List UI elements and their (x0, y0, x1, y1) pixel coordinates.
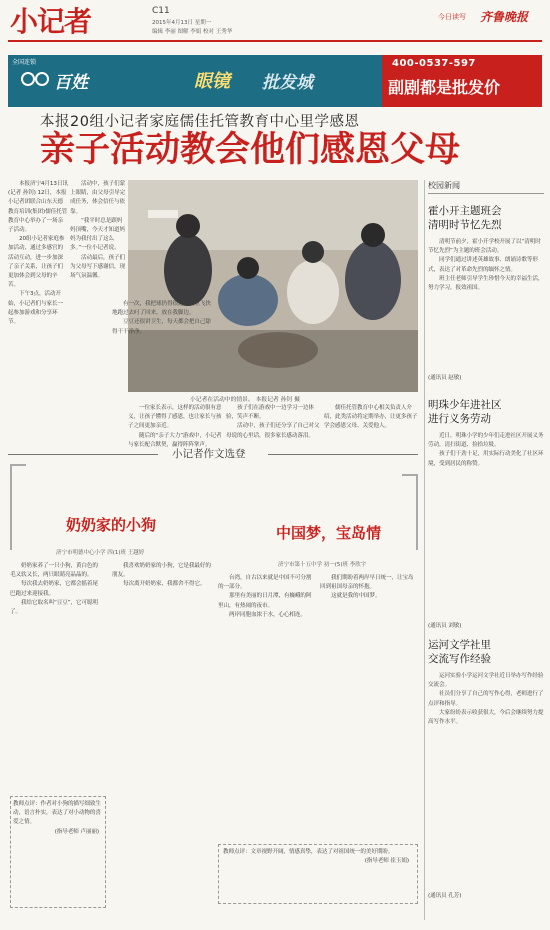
essay-1-bracket (10, 464, 26, 550)
essay-paragraph: 这就是我的中国梦。 (331, 593, 381, 600)
banner-top-label: 全国连锁 (12, 59, 37, 66)
essay-2-col-2 (320, 574, 418, 834)
sidebar-paragraph: 运河实验小学运河文学社近日举办写作经验交流会。 (428, 673, 544, 689)
headline-title: 亲子活动教会他们感恩父母 (40, 130, 461, 170)
essay-section-rule-left (8, 454, 158, 455)
sidebar-tag-rule (428, 193, 544, 194)
essay-2-title: 中国梦，宝岛情 (276, 524, 382, 542)
masthead (0, 0, 550, 44)
banner-middle-text: 眼镜 (194, 71, 230, 92)
sidebar-item-title: 交流写作经验 (428, 653, 491, 665)
sidebar-item-title: 明珠少年进社区 (428, 399, 502, 411)
essay-2-meta: 济宁市第十五中学 初一(5)班 李欣宇 (278, 562, 367, 568)
essay-paragraph: 我们期盼着两岸早日统一，让宝岛回到祖国母亲的怀抱。 (320, 575, 414, 591)
banner-glasses-icon (20, 71, 50, 87)
sidebar (428, 180, 544, 920)
essay-1-col-3 (112, 562, 212, 824)
sidebar-item-title: 运河文学社里 (428, 639, 491, 651)
essay-paragraph: 我喜欢奶奶家的小狗，它是我最好的朋友。 (112, 563, 211, 579)
masthead-slogan: 今日读写 (438, 13, 466, 21)
essay-paragraph: 那里有美丽的日月潭，有巍峨的阿里山，有热闹的夜市。 (218, 593, 312, 609)
essay-paragraph: 有一次，我把球扔得很远，豆豆飞快地跑过去叼了回来，放在我脚边。 (112, 301, 211, 317)
article-paragraph: 本报济宁4月13日讯(记者 孙钊) 12日，本报小记者团联合山东天德教育培训(集团)儒佳托管教育中心举办了一场亲子活动。 (8, 181, 68, 234)
essay-1-comment-box (10, 796, 106, 908)
sidebar-item-body (428, 238, 544, 374)
essay-paragraph: 台湾，自古以来就是中国不可分割的一部分。 (218, 575, 312, 591)
newspaper-brand: 齐鲁晚报 (480, 10, 529, 24)
article-paragraph: 一位家长表示，这样的活动很有意义，让孩子懂得了感恩，也让家长与孩子之间更加亲近。 (128, 405, 222, 430)
banner-left-text: 百姓 (54, 73, 88, 93)
main-article-col-5 (324, 404, 418, 444)
article-paragraph: “我平时总是跟妈妈顶嘴，今天才知道妈妈为我付出了这么多。”一位小记者说。 (70, 217, 125, 252)
essay-paragraph: 每次离开奶奶家，我都舍不得它。 (123, 581, 206, 588)
essay-section-header: 小记者作文选登 (172, 448, 246, 460)
sidebar-item-body (428, 672, 544, 892)
sidebar-item-title: 进行义务劳动 (428, 413, 491, 425)
essay-paragraph: 我给它取名叫“豆豆”，它可聪明了。 (10, 599, 99, 616)
essay-1-meta: 济宁市明德中心小学 四(1)班 王越婷 (56, 550, 145, 556)
article-paragraph: 下午3点，活动开始，小记者们与家长一起参加游戏和分享环节。 (8, 291, 63, 326)
essay-paragraph: 两岸同胞血浓于水，心心相连。 (229, 611, 306, 618)
sidebar-item-signature: (通讯员 赵敏) (428, 375, 462, 381)
section-title: 小记者 (10, 5, 92, 38)
banner-phone: 400-0537-597 (392, 58, 476, 69)
sidebar-item-title: 清明时节忆先烈 (428, 219, 502, 231)
sidebar-item-signature: (通讯员 孔芳) (428, 893, 462, 899)
sidebar-paragraph: 班主任老师引导学生珍惜今天的幸福生活，努力学习，报效祖国。 (428, 275, 544, 292)
essay-2-bracket (402, 474, 418, 550)
article-paragraph: 随后的“亲子大力”游戏中，小记者与家长配合默契，赢得阵阵掌声。 (128, 432, 222, 448)
date-line: 2015年4月13日 星期一 (152, 20, 212, 26)
sidebar-paragraph: 近日，明珠小学的少年们走进社区开展义务劳动，清扫街道、捡拾垃圾。 (428, 433, 544, 449)
essay-2 (218, 464, 418, 912)
essay-1-comment: 教师点评：作者对小狗的描写细致生动，语言朴实，表达了对小动物的喜爱之情。 (13, 801, 101, 826)
sidebar-paragraph: 清明节前夕，霍小开学校开展了以“清明时节忆先烈”为主题的班会活动。 (428, 239, 541, 255)
staff-line: 编辑 李丽 图解 李娟 校对 王秀华 (152, 29, 233, 35)
essay-section-rule-right (268, 454, 418, 455)
main-article-col-4 (226, 404, 320, 444)
essay-paragraph: 奶奶家养了一只小狗，黄白色的毛又软又长，两只眼睛亮晶晶的。 (10, 563, 98, 579)
sidebar-paragraph: 孩子们干劲十足，用实际行动美化了社区环境，受到居民的称赞。 (428, 451, 544, 467)
photo-caption: 小记者在活动中的情景。 本报记者 孙钊 摄 (190, 397, 300, 403)
banner-ad (8, 55, 542, 107)
sidebar-paragraph: 社员们分享了自己的写作心得，老师进行了点评和指导。 (428, 691, 544, 707)
article-paragraph: 活动最后，孩子们为父母写下感谢信，现场气氛温馨。 (70, 254, 125, 280)
essay-1-col-2 (112, 300, 212, 444)
article-paragraph: 儒佳托管教育中心相关负责人介绍，此类活动将定期举办，让更多孩子学会感恩父母、关爱他人。 (324, 405, 418, 430)
sidebar-item-1 (428, 204, 544, 383)
essay-2-comment-box (218, 844, 418, 904)
banner-slogan: 副剧都是批发价 (388, 78, 501, 97)
essay-2-col-1 (218, 574, 314, 844)
page-number: C11 (152, 6, 170, 16)
article-paragraph: 活动中，孩子们蒙上眼睛，由父母引导完成任务，体会信任与依靠。 (70, 181, 125, 215)
essay-1-signature: (指导老师 卢丽丽) (54, 828, 99, 835)
essay-paragraph: 豆豆还很讲卫生，每天都会把自己舔得干干净净。 (112, 319, 211, 335)
article-paragraph: 20组小记者家庭参加活动，通过多感官的活动互动，进一步加深了亲子关系，让孩子们更加体会到父母的辛苦。 (8, 236, 65, 289)
essay-paragraph: 每次我去奶奶家，它都会摇着尾巴跑过来迎接我。 (10, 581, 98, 597)
sidebar-divider (424, 180, 425, 920)
sidebar-paragraph: 同学们通过讲述英雄故事、朗诵诗歌等形式，表达了对革命先烈的缅怀之情。 (428, 257, 538, 273)
essay-1-title: 奶奶家的小狗 (66, 516, 157, 534)
essay-2-signature: (指导老师 崔玉娟) (364, 858, 409, 865)
banner-right-text: 批发城 (262, 73, 313, 93)
headline-kicker: 本报20组小记者家庭儒佳托管教育中心里学感恩 (40, 114, 360, 130)
sidebar-item-body (428, 432, 544, 622)
sidebar-tag: 校园新闻 (428, 181, 460, 190)
masthead-rule (8, 40, 542, 42)
sidebar-item-3 (428, 638, 544, 901)
essay-2-comment: 教师点评：文章视野开阔，情感真挚，表达了对祖国统一的美好期盼。 (223, 849, 394, 855)
essay-1-col-1 (10, 562, 102, 788)
main-article-col-1 (8, 180, 68, 432)
sidebar-item-signature: (通讯员 刘敏) (428, 623, 462, 629)
sidebar-item-2 (428, 398, 544, 631)
article-paragraph: 孩子们在游戏中一边学习一边体验，笑声不断。 (226, 405, 314, 421)
article-paragraph: 活动中，孩子们还分享了自己对父母说的心里话，很多家长感动落泪。 (226, 423, 320, 439)
sidebar-paragraph: 大家纷纷表示收获很大，今后会继续努力提高写作水平。 (428, 709, 544, 726)
sidebar-item-title: 霍小开主题班会 (428, 205, 502, 217)
